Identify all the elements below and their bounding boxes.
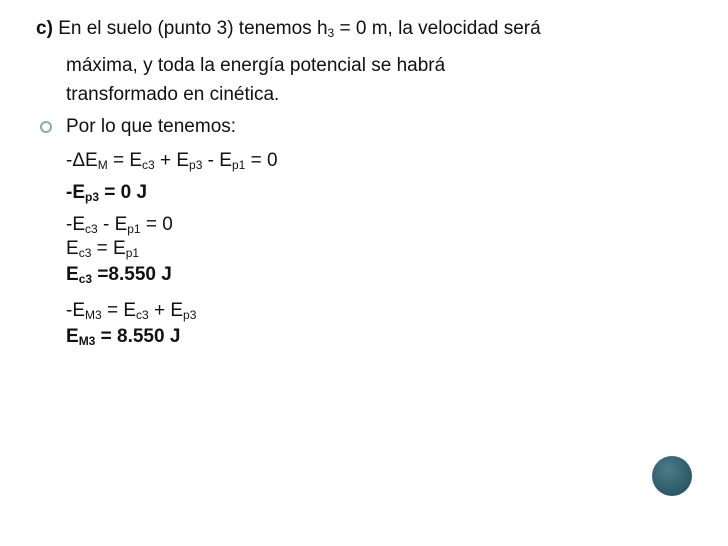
part-c-line-3: transformado en cinética. — [66, 84, 280, 105]
corner-circle-decoration — [652, 456, 692, 496]
part-c-sub-h3: 3 — [327, 26, 335, 40]
equation-6: $-E_{M3} = E_{c3} + E_{p3}$ — [66, 300, 197, 322]
equation-7: $E_{M3} = 8.550$ J — [66, 326, 181, 348]
equation-1: $-\Delta E_M = E_{c3} + E_{p3} - E_{p1} = 0$ — [66, 150, 278, 172]
equation-2: $-E_{p3} = 0$ J — [66, 182, 148, 204]
bullet-text: Por lo que tenemos: — [66, 116, 237, 137]
equation-4: $E_{c3} = E_{p1}$ — [66, 238, 140, 260]
equation-3: $-E_{c3} - E_{p1} = 0$ — [66, 214, 173, 236]
part-c-line-2: máxima, y toda la energía potencial se habrá — [66, 55, 446, 76]
part-c-label: c) — [36, 18, 53, 39]
part-c-line-1 — [36, 18, 541, 40]
bullet-ring-icon — [40, 121, 52, 133]
part-c-text-1a: En el suelo (punto 3) tenemos h — [58, 18, 328, 39]
part-c-text-1b: = 0 m, la velocidad será — [334, 18, 541, 39]
equation-5: $E_{c3} =8.550$ J — [66, 264, 172, 286]
